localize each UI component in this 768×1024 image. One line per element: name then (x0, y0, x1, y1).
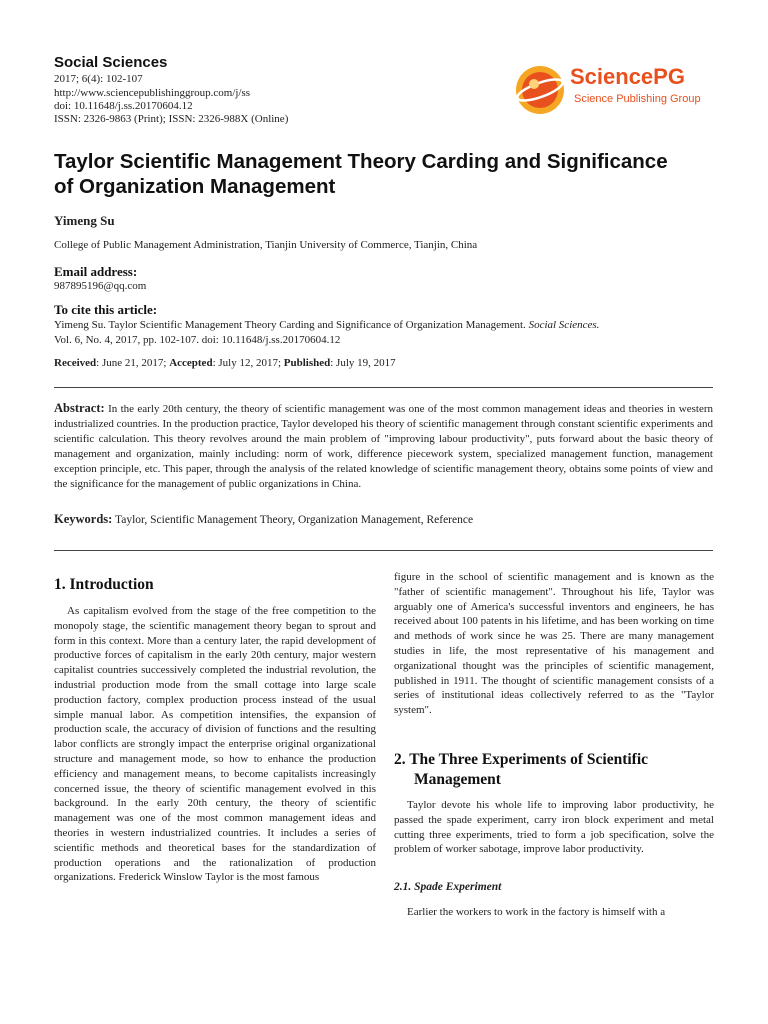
logo-tagline: Science Publishing Group (574, 93, 701, 105)
paragraph: Taylor devote his whole life to improving labor productivity, he passed the spade experiment, carry iron block experiment and metal cutting three experiments, tried to form a job specification, solve the problem of worker sabotage, improve labor productivity. (394, 799, 714, 856)
citation-line-2: Vol. 6, No. 4, 2017, pp. 102-107. doi: 10.11648/j.ss.20170604.12 (54, 334, 341, 346)
section-2-1-heading: 2.1. Spade Experiment (394, 881, 502, 893)
citation-journal: Social Sciences. (528, 319, 600, 331)
section-2-heading-line-2: Management (414, 771, 501, 788)
abstract (54, 401, 713, 492)
logo-brand: SciencePG (570, 64, 685, 89)
keywords (54, 512, 713, 527)
section-1-body (54, 604, 376, 885)
paragraph: Earlier the workers to work in the factory is himself with a (407, 906, 666, 918)
keywords-text: Taylor, Scientific Management Theory, Organization Management, Reference (115, 514, 474, 526)
abstract-text: In the early 20th century, the theory of scientific management was one of the most common management ideas and theories in western industrialized countries. In the production practice, Taylor developed his theory of scientific management through constant scientific experiments and scientific calculation. This theory revolves around the main problem of "improving labour productivity", puts forward about the basic theory of management and organization, mainly including: norm of work, difference piecework system, specialized management function, management exception principle, etc. This paper, through the analysis of the related knowledge of scientific management theory, obtains some points of view and the significance for the management of public organizations in China. (54, 403, 714, 490)
section-2-heading (394, 750, 714, 790)
citation-line-1 (54, 318, 704, 333)
email-address[interactable]: 987895196@qq.com (54, 280, 147, 292)
journal-doi: doi: 10.11648/j.ss.20170604.12 (54, 100, 193, 112)
section-2-heading-line-1: 2. The Three Experiments of Scientific (394, 751, 649, 768)
email-label: Email address: (54, 264, 138, 279)
sciencepg-logo (514, 60, 710, 120)
article-title: Taylor Scientific Management Theory Carding and Significance of Organization Management (54, 150, 668, 198)
accepted-label: Accepted (169, 357, 213, 369)
paragraph: As capitalism evolved from the stage of the free competition to the monopoly stage, the scientific management theory began to sprout and form in this context. More than a century later, the rapid development of productive forces of capitalism in the early 20th century, major western capitalist countries successively completed the industrial revolution, the industrial production mode from the small cottage into large scale production factory, complex production process instead of the usual simple manual labor. As competition intensifies, the expansion of production scale, the accuracy of division of functions and the resulting labor conflicts are strongly impact the enterprise original organizational structure and management mode, so how to enhance the production efficiency and management means, to become capitalists increasingly concerned issue, the theory of scientific management evolved in this background. In the early 20th century, the theory of scientific management was one of the most common management ideas and theories in western industrialized countries. It includes a series of scientific methods and theoretical bases for the standardization of production operations and the rationalization of production organizations. Frederick Winslow Taylor is the most famous (54, 605, 376, 884)
section-2-1-body (394, 905, 714, 920)
journal-name: Social Sciences (54, 54, 168, 71)
divider-top (54, 387, 713, 388)
received-date: : June 21, 2017; (96, 357, 170, 369)
journal-issue: 2017; 6(4): 102-107 (54, 73, 143, 85)
article-dates (54, 356, 704, 371)
section-1-heading: 1. Introduction (54, 576, 154, 593)
journal-url[interactable]: http://www.sciencepublishinggroup.com/j/ss (54, 87, 251, 99)
published-date: : July 19, 2017 (330, 357, 396, 369)
citation-text: Yimeng Su. Taylor Scientific Management Theory Carding and Significance of Organization Management. (54, 319, 526, 331)
accepted-date: : July 12, 2017; (212, 357, 284, 369)
section-2-body (394, 798, 714, 857)
author-name: Yimeng Su (54, 213, 115, 228)
cite-label: To cite this article: (54, 302, 158, 317)
paragraph: figure in the school of scientific management and is known as the "father of scientific management". Throughout his life, Taylor was arguably one of America's successful inventors and engineers, he has received about 100 patents in his lifetime, and has been working on time and methods of work since he was 25. There are many management studies in life, the most representative of his management and organizational thought was the principles of scientific management, published in 1911. The thought of scientific management consists of a series of institutional ideas collectively referred to as the "Taylor system". (394, 571, 714, 717)
journal-issn: ISSN: 2326-9863 (Print); ISSN: 2326-988X (Online) (54, 113, 289, 125)
author-affiliation: College of Public Management Administration, Tianjin University of Commerce, Tianjin, China (54, 239, 478, 251)
published-label: Published (283, 357, 331, 369)
divider-bottom (54, 550, 713, 551)
column-2-body (394, 570, 714, 718)
received-label: Received (54, 357, 97, 369)
abstract-label: Abstract: (54, 401, 105, 415)
keywords-label: Keywords: (54, 512, 113, 526)
